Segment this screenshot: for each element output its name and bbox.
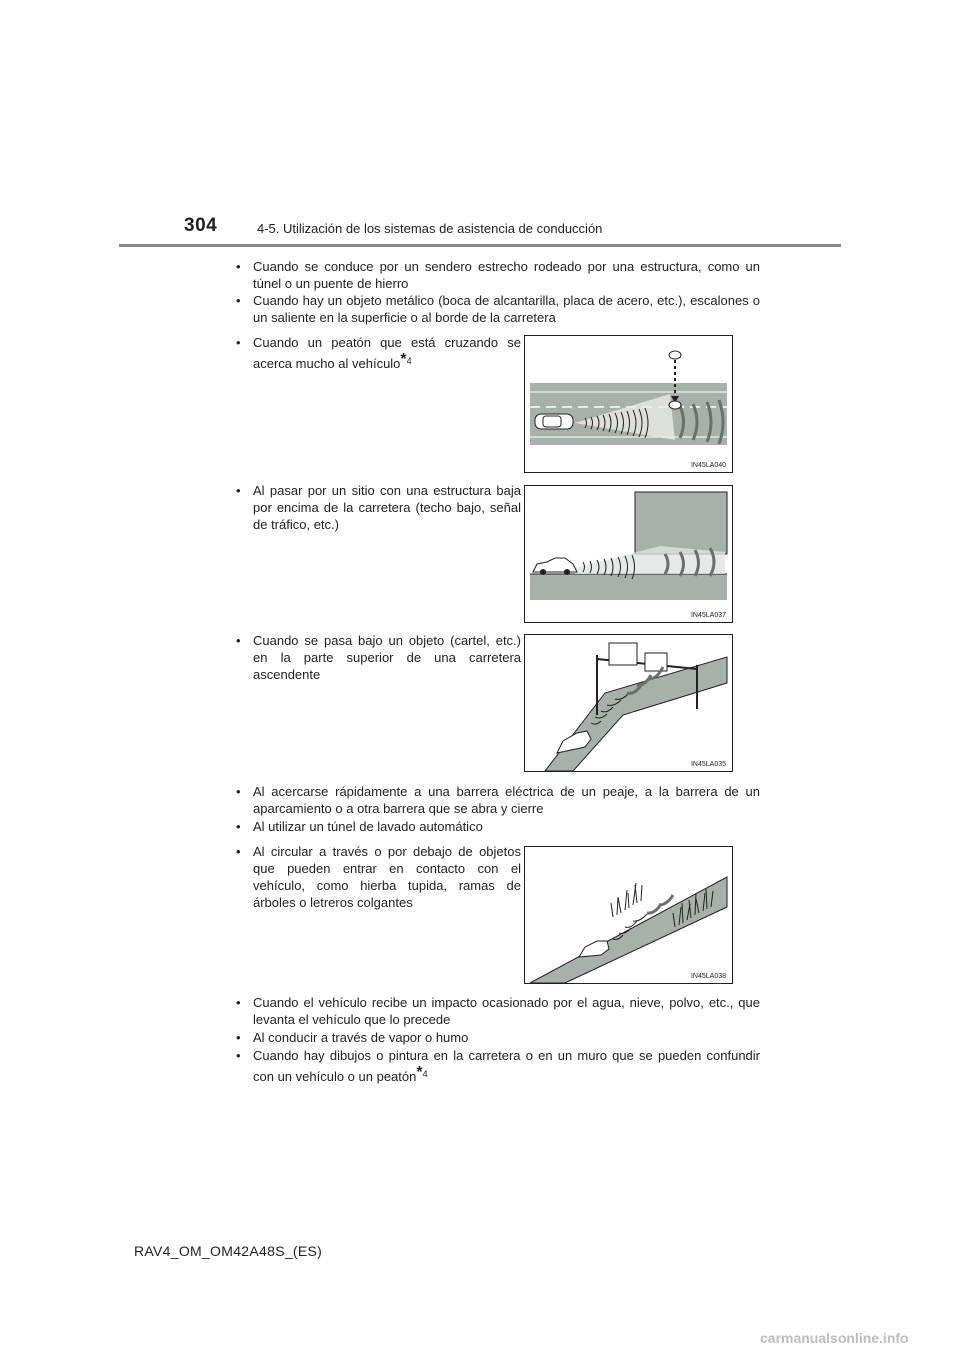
bullet-text: Cuando hay un objeto metálico (boca de alcantarilla, placa de acero, etc.), escalones o un saliente en la superficie o al borde de la carretera bbox=[253, 293, 760, 325]
bullet-item bbox=[236, 818, 760, 835]
bullet-item bbox=[236, 258, 760, 292]
bullet-item bbox=[236, 482, 521, 533]
bullet-text: Al pasar por un sitio con una estructura baja por encima de la carretera (techo bajo, señal de tráfico, etc.) bbox=[253, 483, 521, 532]
header-rule bbox=[119, 244, 841, 247]
figure-pedestrian-crossing bbox=[524, 335, 733, 473]
low-structure-illustration bbox=[525, 486, 732, 622]
bullet-marker: • bbox=[236, 633, 241, 648]
bullet-marker: • bbox=[236, 335, 241, 350]
bullet-item bbox=[236, 843, 521, 911]
footnote-number: 4 bbox=[406, 356, 412, 366]
bullet-text: Al acercarse rápidamente a una barrera eléctrica de un peaje, a la barrera de un aparcamiento o a otra barrera que se abra y cierre bbox=[253, 784, 760, 816]
uphill-sign-illustration bbox=[525, 635, 732, 771]
figure-code: IN45LA035 bbox=[690, 761, 726, 768]
bullet-marker: • bbox=[236, 819, 241, 834]
pedestrian-crossing-illustration bbox=[525, 336, 732, 472]
footnote-number: 4 bbox=[422, 1069, 428, 1079]
bullet-item bbox=[236, 334, 521, 372]
section-title: 4-5. Utilización de los sistemas de asistencia de conducción bbox=[257, 221, 603, 236]
figure-code: IN45LA038 bbox=[690, 973, 726, 980]
bullet-marker: • bbox=[236, 259, 241, 274]
figure-low-structure bbox=[524, 485, 733, 623]
bullet-marker: • bbox=[236, 483, 241, 498]
bullet-text: Cuando un peatón que está cruzando se acerca mucho al vehículo bbox=[253, 335, 521, 371]
bullet-text: Cuando hay dibujos o pintura en la carretera o en un muro que se pueden confundir con un vehículo o un peatón bbox=[253, 1048, 760, 1084]
figure-uphill-sign bbox=[524, 634, 733, 772]
figure-code: IN45LA037 bbox=[690, 612, 726, 619]
bullet-marker: • bbox=[236, 293, 241, 308]
bullet-text: Al circular a través o por debajo de objetos que pueden entrar en contacto con el vehículo, como hierba tupida, ramas de árboles o letreros colgantes bbox=[253, 844, 521, 910]
footer-doc-code: RAV4_OM_OM42A48S_(ES) bbox=[134, 1243, 323, 1259]
bullet-marker: • bbox=[236, 1048, 241, 1063]
bullet-text: Al utilizar un túnel de lavado automático bbox=[253, 819, 483, 834]
bullet-text: Cuando el vehículo recibe un impacto ocasionado por el agua, nieve, polvo, etc., que levanta el vehículo que lo precede bbox=[253, 995, 760, 1027]
bullet-item bbox=[236, 632, 521, 683]
bullet-marker: • bbox=[236, 784, 241, 799]
bullet-text: Cuando se conduce por un sendero estrecho rodeado por una estructura, como un túnel o un puente de hierro bbox=[253, 259, 760, 291]
bullet-item bbox=[236, 783, 760, 817]
footnote-asterisk: * bbox=[416, 1064, 423, 1081]
bullet-marker: • bbox=[236, 844, 241, 859]
figure-vegetation bbox=[524, 846, 733, 984]
figure-code: IN45LA040 bbox=[690, 462, 726, 469]
watermark: carmanualsonline.info bbox=[760, 1330, 909, 1346]
bullet-item bbox=[236, 994, 760, 1028]
page-number: 304 bbox=[184, 215, 218, 236]
footnote-asterisk: * bbox=[400, 351, 407, 368]
bullet-text: Cuando se pasa bajo un objeto (cartel, etc.) en la parte superior de una carretera ascendente bbox=[253, 633, 521, 682]
bullet-item bbox=[236, 1047, 760, 1085]
vegetation-illustration bbox=[525, 847, 732, 983]
bullet-item bbox=[236, 292, 760, 326]
bullet-marker: • bbox=[236, 995, 241, 1010]
bullet-item bbox=[236, 1029, 760, 1046]
bullet-marker: • bbox=[236, 1030, 241, 1045]
bullet-text: Al conducir a través de vapor o humo bbox=[253, 1030, 469, 1045]
